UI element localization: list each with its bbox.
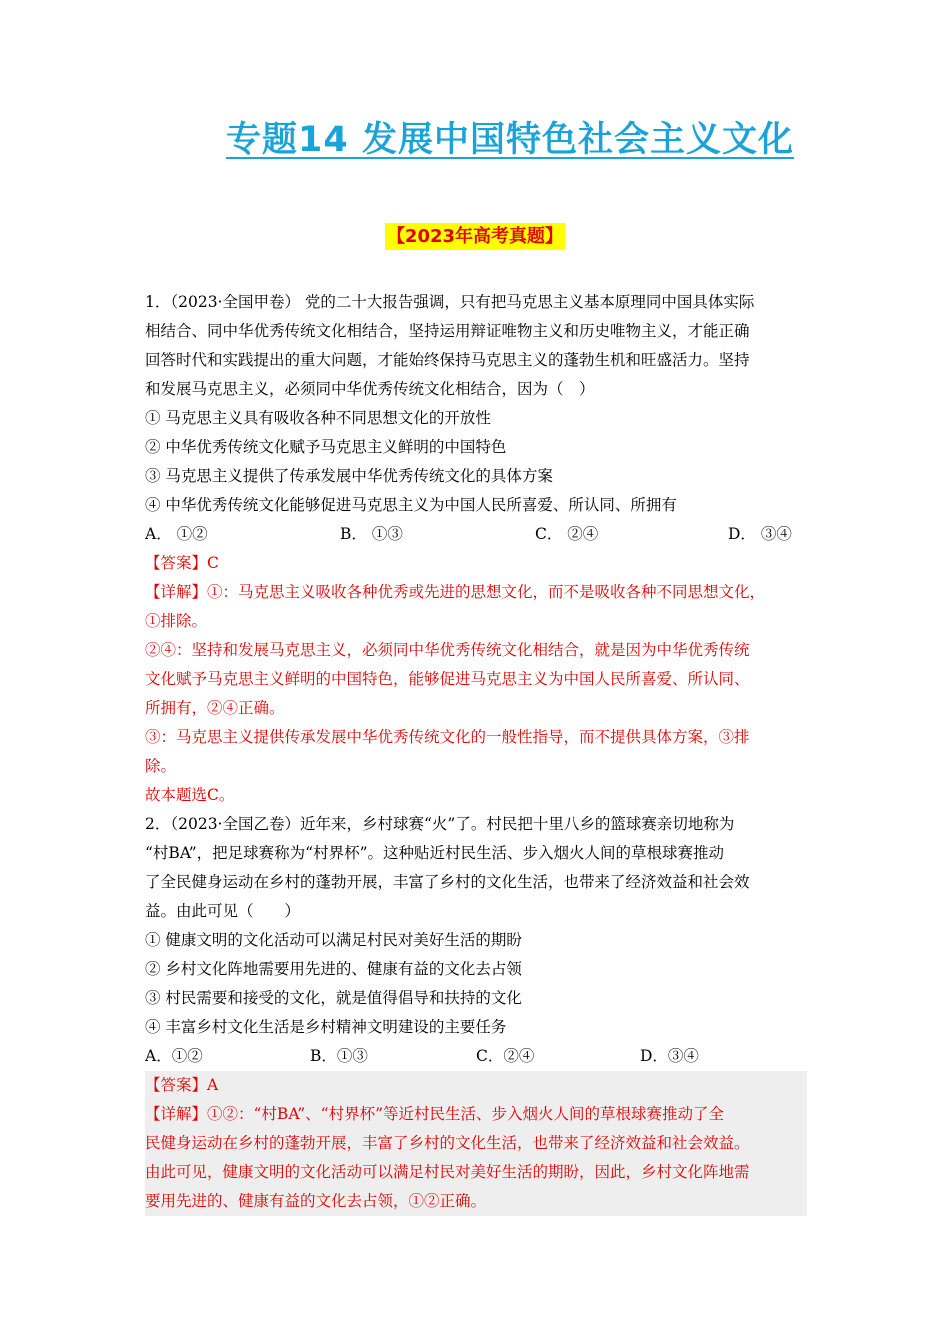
question-stem-line: “村BA”，把足球赛称为“村界杯”。这种贴近村民生活、步入烟火人间的草根球赛推动 (145, 844, 725, 862)
question-stem-line: 2．（2023·全国乙卷）近年来，乡村球赛“火”了。村民把十里八乡的篮球赛亲切地称为 (145, 815, 735, 833)
answer-block (145, 1071, 807, 1216)
statement-2: ② 乡村文化阵地需要用先进的、健康有益的文化去占领 (145, 960, 522, 978)
question-stem-line: 1．（2023·全国甲卷） 党的二十大报告强调，只有把马克思主义基本原理同中国具体实际 (145, 293, 755, 311)
content-body (145, 288, 810, 1216)
document-title-text: 专题14 发展中国特色社会主义文化 (226, 120, 794, 160)
explanation-line: 所拥有，②④正确。 (145, 699, 285, 717)
option-a: A．①② (145, 1047, 203, 1065)
explanation-line: ②④：坚持和发展马克思主义，必须同中华优秀传统文化相结合，就是因为中华优秀传统 (145, 641, 750, 659)
section-heading-text: 【2023年高考真题】 (385, 223, 565, 250)
question-2 (145, 810, 810, 1216)
question-stem-line: 了全民健身运动在乡村的蓬勃开展，丰富了乡村的文化生活，也带来了经济效益和社会效 (145, 873, 750, 891)
explanation-line: 故本题选C。 (145, 786, 235, 804)
option-b: B．①③ (310, 1047, 368, 1065)
explanation-line: 除。 (145, 757, 177, 775)
question-stem-line: 相结合、同中华优秀传统文化相结合，坚持运用辩证唯物主义和历史唯物主义，才能正确 (145, 322, 750, 340)
statement-3: ③ 村民需要和接受的文化，就是值得倡导和扶持的文化 (145, 989, 522, 1007)
options-row (145, 1042, 810, 1071)
explanation-line: ①排除。 (145, 612, 208, 630)
option-d: D．③④ (640, 1047, 699, 1065)
statement-1: ① 马克思主义具有吸收各种不同思想文化的开放性 (145, 409, 491, 427)
answer: 【答案】C (145, 554, 219, 572)
option-b: B． ①③ (340, 525, 403, 543)
option-c: C．②④ (476, 1047, 535, 1065)
explanation-line: 文化赋予马克思主义鲜明的中国特色，能够促进马克思主义为中国人民所喜爱、所认同、 (145, 670, 750, 688)
statement-4: ④ 中华优秀传统文化能够促进马克思主义为中国人民所喜爱、所认同、所拥有 (145, 496, 677, 514)
option-a: A． ①② (145, 525, 208, 543)
option-c: C． ②④ (535, 525, 599, 543)
explanation-line: ③：马克思主义提供传承发展中华优秀传统文化的一般性指导，而不提供具体方案，③排 (145, 728, 750, 746)
explanation-line: 【详解】①：马克思主义吸收各种优秀或先进的思想文化，而不是吸收各种不同思想文化， (145, 583, 766, 601)
question-stem-line: 回答时代和实践提出的重大问题，才能始终保持马克思主义的蓬勃生机和旺盛活力。坚持 (145, 351, 750, 369)
explanation-line: 民健身运动在乡村的蓬勃开展，丰富了乡村的文化生活，也带来了经济效益和社会效益。 (145, 1134, 750, 1152)
explanation-line: 【详解】①②：“村BA”、“村界杯”等近村民生活、步入烟火人间的草根球赛推动了全 (145, 1105, 725, 1123)
question-stem-line: 和发展马克思主义，必须同中华优秀传统文化相结合，因为（ ） (145, 380, 595, 398)
question-1 (145, 288, 810, 810)
answer: 【答案】A (145, 1076, 219, 1094)
statement-2: ② 中华优秀传统文化赋予马克思主义鲜明的中国特色 (145, 438, 507, 456)
explanation-line: 要用先进的、健康有益的文化去占领，①②正确。 (145, 1192, 487, 1210)
option-d: D． ③④ (728, 525, 792, 543)
options-row (145, 520, 810, 549)
section-heading (0, 222, 950, 248)
question-stem-line: 益。由此可见（ ） (145, 902, 301, 920)
document-title (0, 112, 950, 162)
statement-4: ④ 丰富乡村文化生活是乡村精神文明建设的主要任务 (145, 1018, 507, 1036)
statement-3: ③ 马克思主义提供了传承发展中华优秀传统文化的具体方案 (145, 467, 553, 485)
explanation-line: 由此可见，健康文明的文化活动可以满足村民对美好生活的期盼，因此，乡村文化阵地需 (145, 1163, 750, 1181)
statement-1: ① 健康文明的文化活动可以满足村民对美好生活的期盼 (145, 931, 522, 949)
